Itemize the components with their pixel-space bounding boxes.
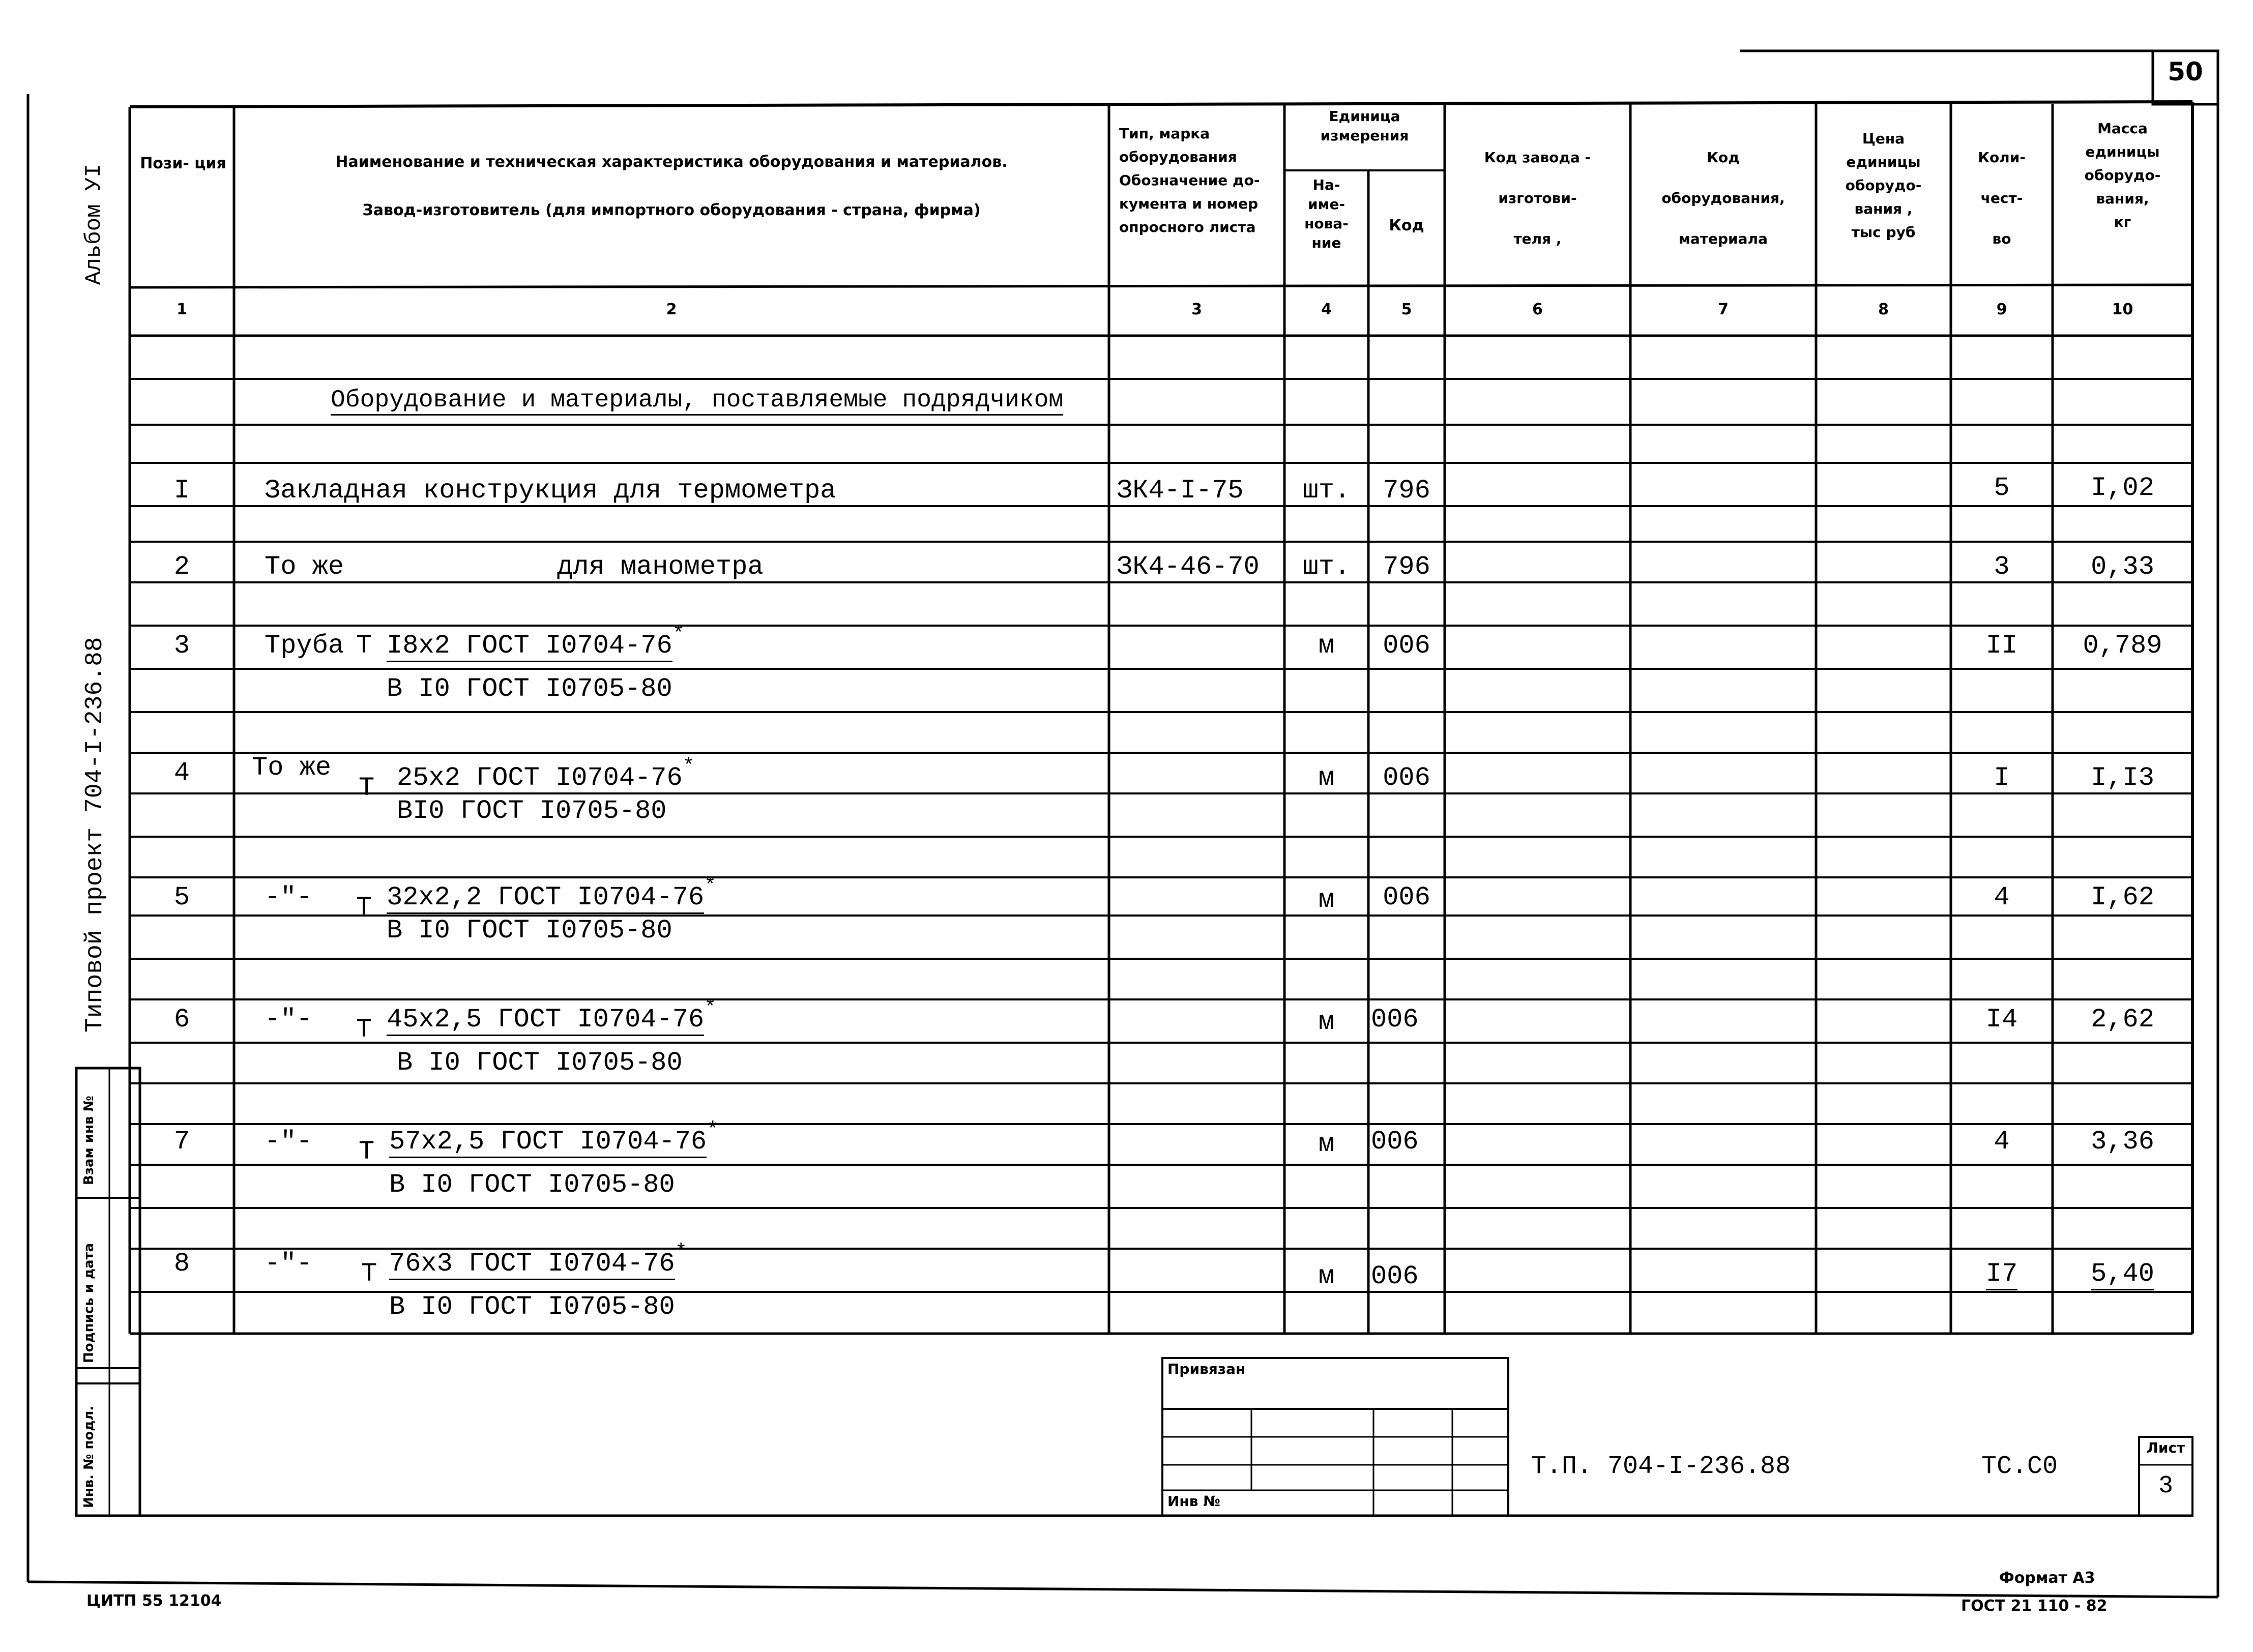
row-1-code: 796 — [1383, 476, 1430, 506]
row-2-name-right: для манометра — [557, 552, 764, 582]
title-block-doc-code: Т.П. 704-I-236.88 — [1531, 1452, 1791, 1481]
title-block-inv-no: Инв № — [1167, 1493, 1220, 1510]
col-number-7: 7 — [1718, 301, 1729, 318]
row-7-spec1: 57x2,5 ГОСТ I0704-76* — [389, 1127, 719, 1157]
section-title: Оборудование и материалы, поставляемые подрядчиком — [331, 387, 1063, 414]
row-1-position: I — [173, 476, 190, 506]
row-2-quantity: 3 — [1994, 552, 2010, 582]
row-5-quantity: 4 — [1994, 882, 2010, 912]
row-7-code: 006 — [1371, 1127, 1419, 1157]
row-5-spec2: В I0 ГОСТ I0705-80 — [387, 916, 672, 946]
col-number-1: 1 — [177, 301, 187, 318]
title-block-privyazan: Привязан — [1167, 1361, 1246, 1377]
row-8-spec1: 76x3 ГОСТ I0704-76* — [389, 1249, 687, 1279]
col-number-3: 3 — [1191, 301, 1202, 318]
row-6-spec1: 45x2,5 ГОСТ I0704-76* — [387, 1005, 716, 1035]
row-6-unit: м — [1318, 1007, 1335, 1037]
row-7-quantity: 4 — [1994, 1127, 2010, 1157]
row-8-unit: м — [1318, 1261, 1335, 1291]
row-7-position: 7 — [173, 1127, 190, 1157]
album-label: Альбом УI — [81, 164, 107, 285]
row-4-code: 006 — [1383, 763, 1430, 793]
row-1-unit: шт. — [1302, 476, 1351, 506]
header-unit-name: На- име- нова- ние — [1304, 176, 1349, 251]
col-number-8: 8 — [1878, 301, 1889, 318]
row-3-quantity: II — [1985, 631, 2018, 661]
stamp-label-replacement: Взам инв № — [81, 1096, 97, 1185]
title-block-mark: ТС.С0 — [1981, 1452, 2058, 1481]
row-7-unit: м — [1318, 1129, 1335, 1159]
header-price: Цена единицы оборудо- вания , тыс руб — [1845, 130, 1922, 241]
row-8-quantity: I7 — [1951, 1259, 2053, 1289]
row-3-mass: 0,789 — [2083, 631, 2162, 661]
row-6-t: Т — [356, 1015, 372, 1045]
row-3-unit: м — [1318, 631, 1335, 661]
row-4-spec1: 25x2 ГОСТ I0704-76* — [397, 763, 695, 793]
row-3-code: 006 — [1383, 631, 1430, 661]
col-number-9: 9 — [1996, 301, 2007, 318]
row-3-t: Т — [356, 631, 372, 661]
row-3-name: Труба — [265, 631, 344, 661]
row-6-quantity: I4 — [1985, 1005, 2018, 1035]
row-5-code: 006 — [1383, 882, 1430, 912]
header-name-line2: Завод-изготовитель (для импортного оборудования - страна, фирма) — [362, 201, 981, 219]
header-quantity: Коли- чест- во — [1978, 149, 2026, 247]
row-2-type: ЗК4-46-70 — [1117, 552, 1260, 582]
row-8-spec2: В I0 ГОСТ I0705-80 — [389, 1292, 675, 1322]
row-8-mass: 5,40 — [2053, 1259, 2192, 1289]
col-number-2: 2 — [666, 301, 677, 318]
row-4-spec2: ВI0 ГОСТ I0705-80 — [397, 796, 667, 826]
row-6-name: -"- — [265, 1005, 312, 1035]
header-position: Пози- ция — [140, 155, 226, 172]
row-6-code: 006 — [1371, 1005, 1419, 1035]
row-6-spec2: В I0 ГОСТ I0705-80 — [397, 1048, 683, 1078]
header-unit-group: Единица измерения — [1320, 108, 1409, 144]
row-7-t: Т — [359, 1137, 375, 1167]
row-4-t: Т — [359, 773, 375, 803]
header-manufacturer-code: Код завода - изготови- теля , — [1484, 149, 1591, 247]
row-5-position: 5 — [173, 882, 190, 912]
row-7-name: -"- — [265, 1127, 312, 1157]
row-8-name: -"- — [265, 1249, 312, 1279]
header-unit-code: Код — [1389, 217, 1424, 234]
row-6-position: 6 — [173, 1005, 190, 1035]
title-block-sheet-label: Лист — [2146, 1439, 2185, 1456]
header-equipment-code: Код оборудования, материала — [1661, 149, 1785, 247]
page-number: 50 — [2168, 57, 2203, 86]
row-6-mass: 2,62 — [2091, 1005, 2154, 1035]
row-4-name: То же — [252, 753, 332, 783]
header-name-line1: Наименование и техническая характеристика оборудования и материалов. — [335, 153, 1008, 171]
header-type-mark: Тип, марка оборудования Обозначение до- кумента и номер опросного листа — [1119, 125, 1260, 235]
row-5-mass: I,62 — [2091, 882, 2154, 912]
row-3-spec1: I8x2 ГОСТ I0704-76* — [387, 631, 685, 661]
footer-left-code: ЦИТП 55 12104 — [86, 1592, 222, 1610]
row-5-spec1: 32x2,2 ГОСТ I0704-76* — [387, 882, 716, 912]
title-block-sheet-number: 3 — [2158, 1472, 2173, 1500]
row-2-mass: 0,33 — [2091, 552, 2154, 582]
footer-format: Формат А3 — [1999, 1569, 2095, 1587]
col-number-10: 10 — [2112, 301, 2133, 318]
row-5-unit: м — [1318, 885, 1335, 915]
row-2-unit: шт. — [1302, 552, 1351, 582]
col-number-5: 5 — [1401, 301, 1412, 318]
col-number-4: 4 — [1321, 301, 1332, 318]
col-number-6: 6 — [1532, 301, 1543, 318]
row-5-name: -"- — [265, 882, 312, 912]
footer-standard: ГОСТ 21 110 - 82 — [1961, 1597, 2108, 1615]
row-8-code: 006 — [1371, 1261, 1419, 1291]
stamp-label-inventory: Инв. № подл. — [81, 1405, 97, 1508]
row-5-t: Т — [356, 893, 372, 923]
row-2-code: 796 — [1383, 552, 1430, 582]
row-1-quantity: 5 — [1994, 473, 2010, 503]
row-8-position: 8 — [173, 1249, 190, 1279]
row-4-mass: I,I3 — [2091, 763, 2154, 793]
stamp-label-signature: Подпись и дата — [81, 1243, 97, 1363]
row-7-spec2: В I0 ГОСТ I0705-80 — [389, 1170, 675, 1200]
row-1-mass: I,02 — [2091, 473, 2154, 503]
row-7-mass: 3,36 — [2091, 1127, 2154, 1157]
row-2-name: То же — [265, 552, 344, 582]
row-8-t: Т — [361, 1259, 377, 1289]
row-3-position: 3 — [173, 631, 190, 661]
row-1-name: Закладная конструкция для термометра — [265, 476, 836, 506]
row-4-quantity: I — [1994, 763, 2010, 793]
row-4-unit: м — [1318, 763, 1335, 793]
row-2-position: 2 — [173, 552, 190, 582]
row-4-position: 4 — [173, 758, 190, 788]
row-1-type: ЗК4-I-75 — [1117, 476, 1244, 506]
project-label: Типовой проект 704-I-236.88 — [81, 637, 109, 1032]
header-mass: Масса единицы оборудо- вания, кг — [2084, 120, 2161, 230]
row-3-spec2: В I0 ГОСТ I0705-80 — [387, 674, 672, 704]
